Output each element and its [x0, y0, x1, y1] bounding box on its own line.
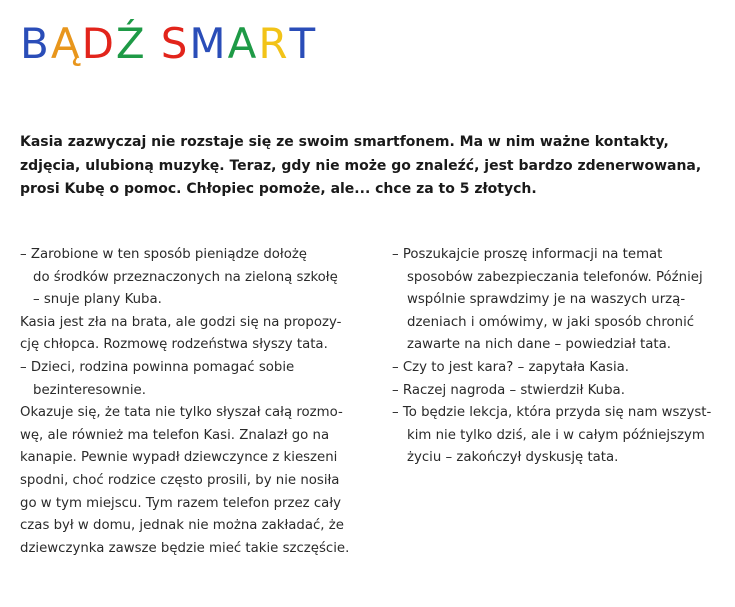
title-letter: T	[289, 19, 318, 68]
page-title	[20, 14, 317, 74]
text-line: czas był w domu, jednak nie można zakładać, że	[20, 518, 344, 534]
text-line: zawarte na nich dane – powiedział tata.	[407, 337, 671, 353]
text-line: bezinteresownie.	[33, 382, 146, 398]
text-line: wę, ale również ma telefon Kasi. Znalazł go na	[20, 427, 330, 443]
intro-paragraph: Kasia zazwyczaj nie rozstaje się ze swoim smartfonem. Ma w nim ważne kontakty, zdjęcia, ulubioną muzykę. Teraz, gdy nie może go znaleźć, jest bardzo zdenerwowana, prosi Kubę o pomoc. Chłopiec pomoże, ale... chce za to 5 złotych.	[20, 134, 702, 197]
title-letter: Ą	[50, 19, 82, 68]
text-line: kim nie tylko dziś, ale i w całym późniejszym	[407, 427, 705, 443]
text-line: spodni, choć rodzice często prosili, by nie nosiła	[20, 472, 340, 488]
text-line: – Poszukajcie proszę informacji na temat	[392, 247, 663, 262]
text-line: wspólnie sprawdzimy je na waszych urzą-	[407, 292, 686, 308]
text-line: – Dzieci, rodzina powinna pomagać sobie	[20, 359, 295, 375]
text-line: go w tym miejscu. Tym razem telefon przez cały	[20, 495, 341, 511]
title-letter: S	[160, 19, 190, 68]
text-line: do środków przeznaczonych na zieloną szkołę	[33, 269, 338, 285]
title-letter: R	[258, 19, 290, 68]
text-line: kanapie. Pewnie wypadł dziewczynce z kieszeni	[20, 450, 338, 466]
story-column-left	[20, 244, 362, 560]
text-line: – Czy to jest kara? – zapytała Kasia.	[392, 359, 630, 375]
text-line: – Zarobione w ten sposób pieniądze dołożę	[20, 247, 307, 262]
text-line: życiu – zakończył dyskusję tata.	[407, 450, 619, 466]
text-line: Kasia jest zła na brata, ale godzi się na propozy-	[20, 314, 342, 330]
title-letter: B	[20, 19, 51, 68]
text-line: – Raczej nagroda – stwierdził Kuba.	[392, 382, 625, 398]
title-letter: D	[81, 19, 116, 68]
title-letter: Ź	[115, 19, 147, 68]
text-line: dzeniach i omówimy, w jaki sposób chronić	[407, 314, 695, 330]
title-letter: M	[189, 19, 228, 68]
text-line: Okazuje się, że tata nie tylko słyszał całą rozmo-	[20, 405, 343, 421]
text-line: – snuje plany Kuba.	[33, 292, 162, 308]
story-column-right	[392, 244, 724, 470]
text-line: sposobów zabezpieczania telefonów. Później	[407, 269, 703, 285]
text-line: dziewczynka zawsze będzie mieć takie szczęście.	[20, 540, 350, 556]
text-line: – To będzie lekcja, która przyda się nam wszyst-	[392, 405, 712, 421]
title-letter: A	[227, 19, 259, 68]
text-line: cję chłopca. Rozmowę rodzeństwa słyszy tata.	[20, 337, 328, 353]
